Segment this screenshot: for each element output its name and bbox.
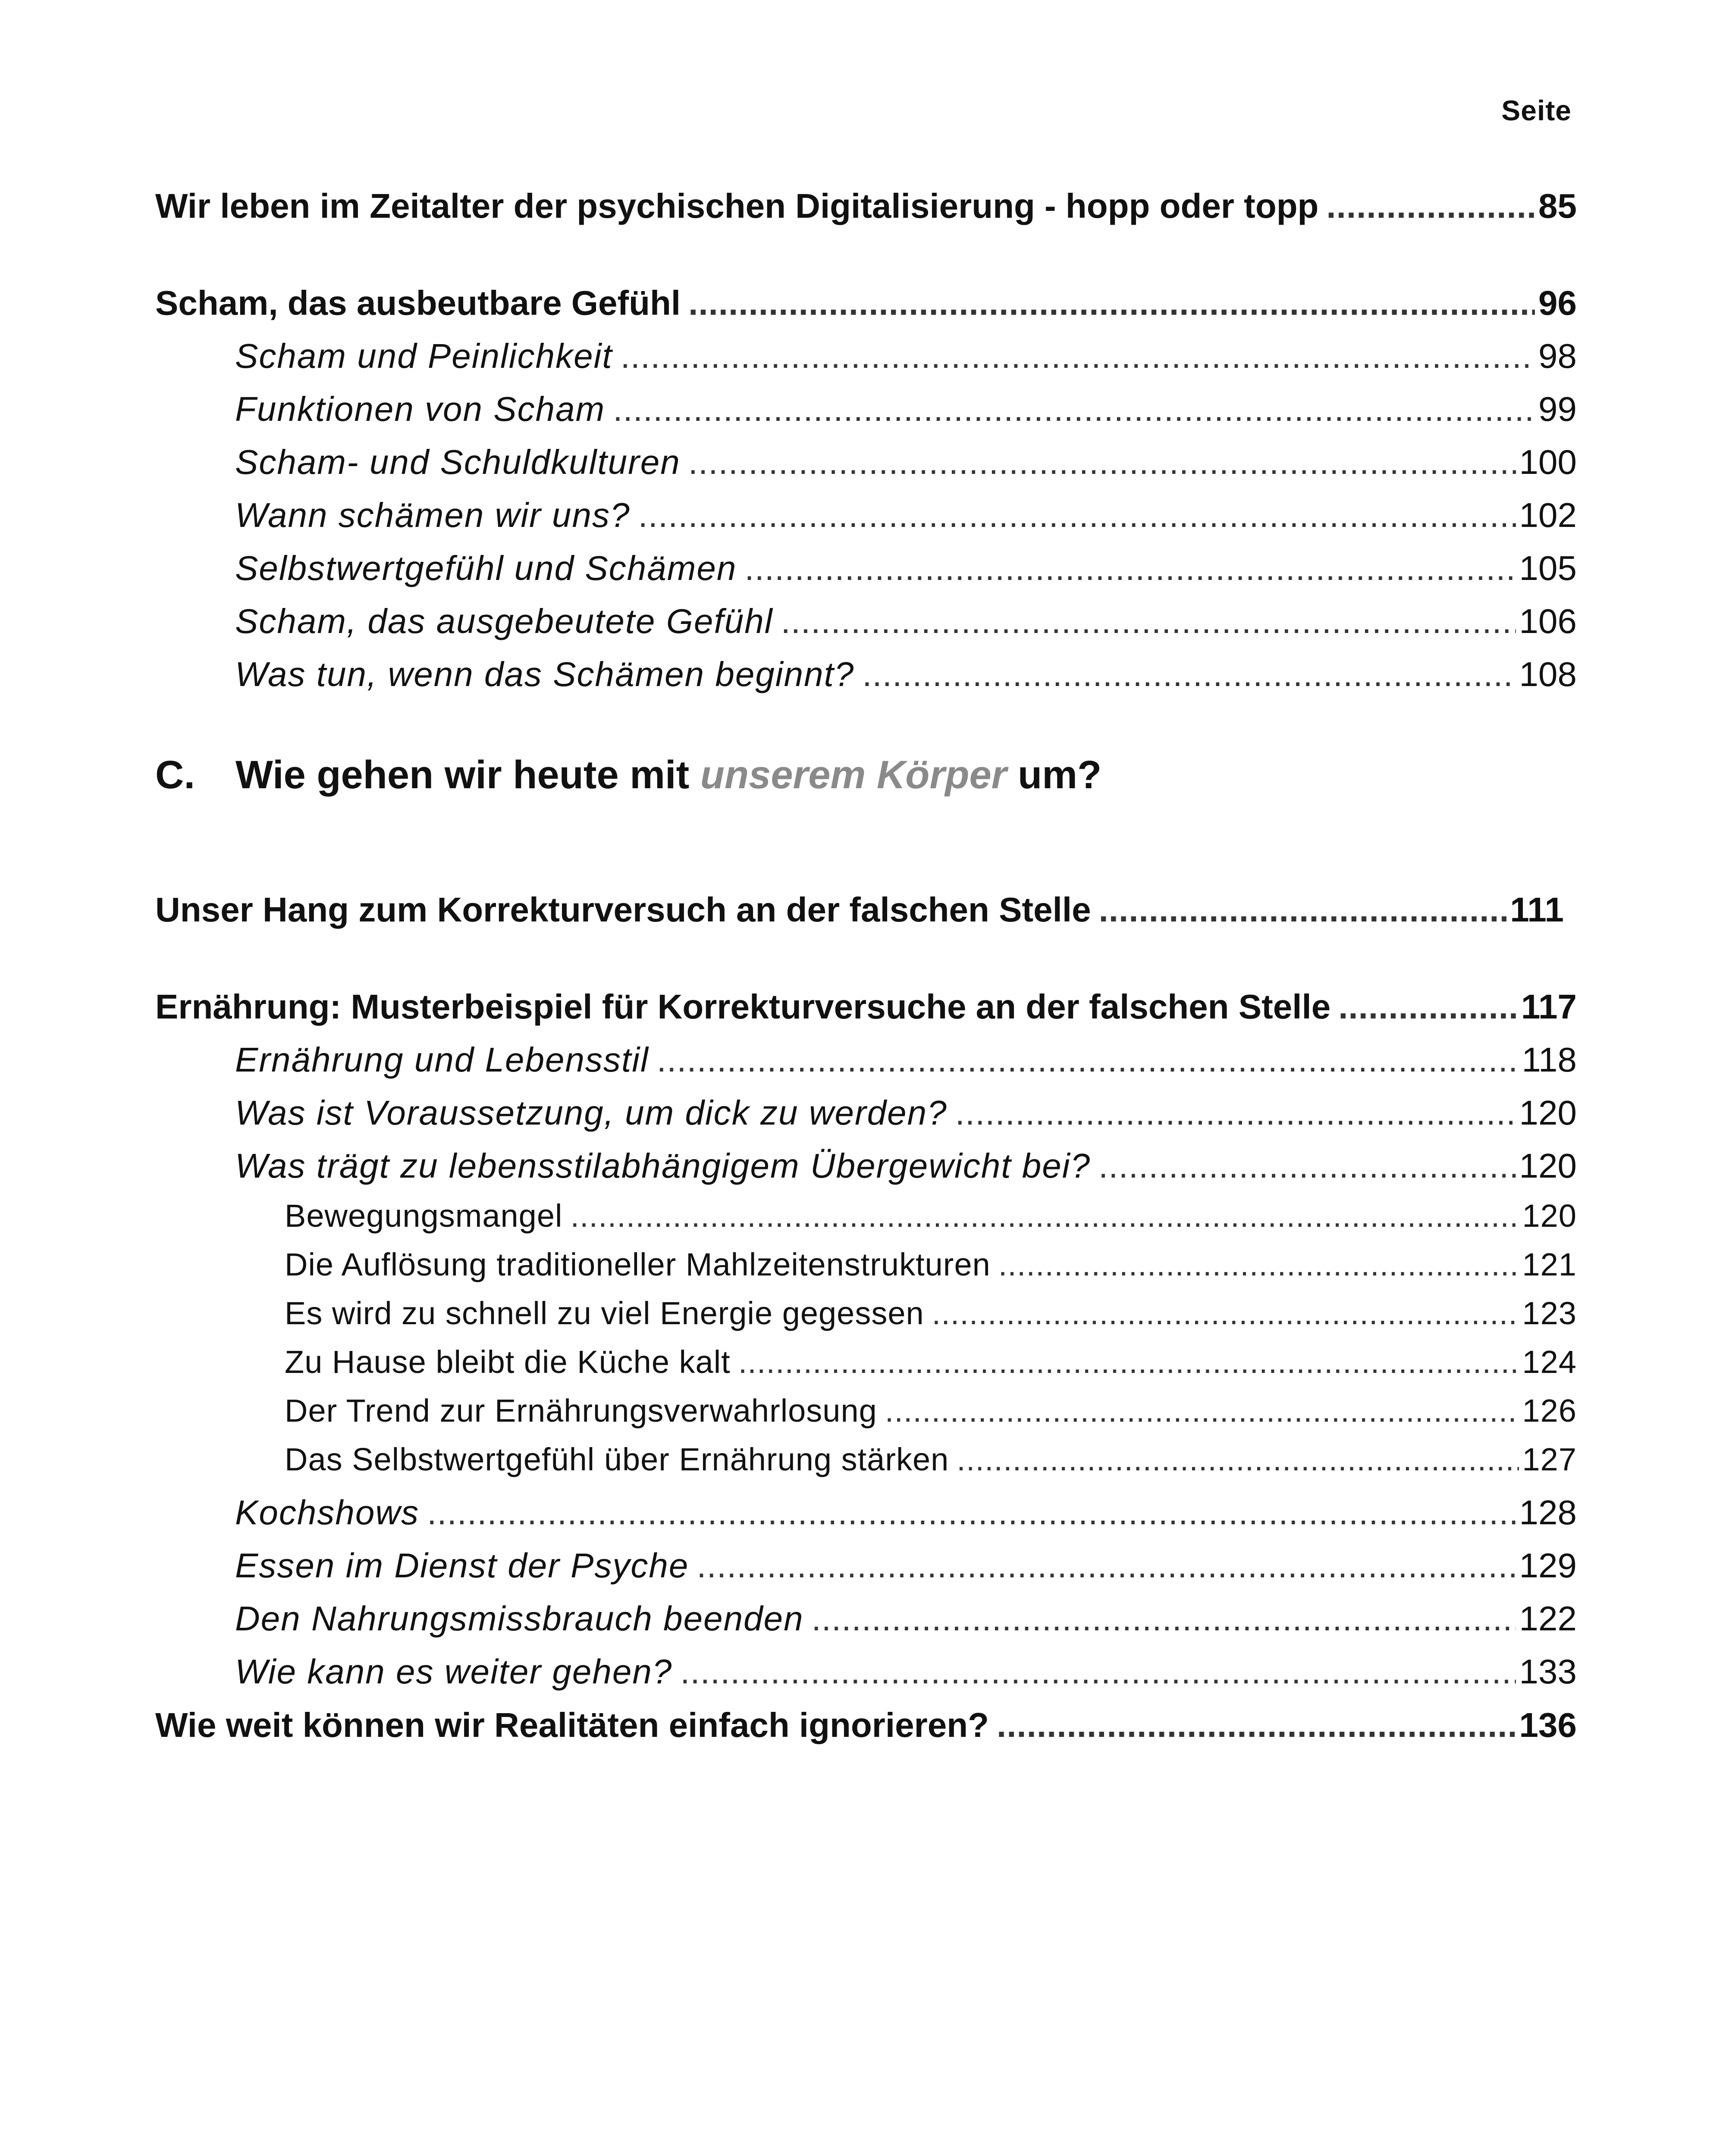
toc-entry-title: Was trägt zu lebensstilabhängigem Übergewicht bei? [235,1147,1091,1185]
dot-leader [621,336,1535,376]
dot-leader [638,495,1516,535]
dot-leader [781,602,1516,641]
toc-entry-page: 102 [1519,496,1577,534]
toc-entry-page: 120 [1522,1198,1577,1234]
toc-entry-title: Essen im Dienst der Psyche [235,1546,689,1585]
dot-leader [744,548,1516,588]
dot-leader [613,389,1535,429]
toc-entry-title: Zu Hause bleibt die Küche kalt [285,1344,731,1380]
toc-entry-page: 105 [1519,549,1577,587]
section-heading [155,752,1101,798]
dot-leader [688,283,1535,323]
toc-entry-page: 124 [1522,1344,1577,1380]
toc-entry-page: 127 [1522,1442,1577,1477]
dot-leader [738,1344,1519,1380]
dot-leader [1099,890,1507,930]
toc-entry-title: Was tun, wenn das Schämen beginnt? [235,655,855,693]
toc-entry-title: Das Selbstwertgefühl über Ernährung stärken [285,1442,949,1477]
toc-entry-page: 120 [1519,1147,1577,1185]
toc-entry[interactable] [235,495,1577,535]
toc-entry-page: 111 [1510,890,1564,929]
toc-entry-page: 100 [1519,443,1577,481]
toc-entry[interactable] [155,283,1577,323]
toc-entry[interactable] [235,548,1577,588]
dot-leader [1338,987,1518,1027]
toc-entry[interactable] [235,1546,1577,1586]
dot-leader [697,1546,1516,1586]
toc-entry[interactable] [285,1295,1577,1332]
toc-entry-title: Scham, das ausbeutbare Gefühl [155,284,681,322]
toc-entry-title: Den Nahrungsmissbrauch beenden [235,1599,804,1638]
toc-entry-title: Scham, das ausgebeutete Gefühl [235,602,773,640]
toc-entry-page: 121 [1522,1247,1577,1282]
dot-leader [680,1652,1516,1692]
dot-leader [932,1295,1519,1332]
toc-entry-page: 108 [1519,655,1577,693]
section-title-start: Wie gehen wir heute mit [235,753,690,797]
toc-entry-page: 133 [1519,1652,1577,1691]
toc-entry[interactable] [235,1093,1577,1133]
toc-entry[interactable] [285,1344,1577,1380]
page-column-header: Seite [1501,94,1572,126]
toc-entry-title: Scham und Peinlichkeit [235,337,613,375]
toc-entry-title: Es wird zu schnell zu viel Energie gegessen [285,1295,924,1331]
toc-entry[interactable] [235,655,1577,694]
toc-entry-title: Der Trend zur Ernährungsverwahrlosung [285,1393,877,1429]
toc-entry[interactable] [155,186,1577,226]
dot-leader [570,1197,1519,1234]
toc-entry-page: 98 [1538,337,1577,375]
toc-entry-page: 118 [1522,1040,1577,1079]
toc-entry-title: Selbstwertgefühl und Schämen [235,549,737,587]
toc-entry-title: Kochshows [235,1493,420,1532]
toc-entry[interactable] [155,1705,1577,1745]
toc-entry-title: Wann schämen wir uns? [235,496,631,534]
toc-entry-page: 129 [1519,1546,1577,1585]
toc-entry-title: Wir leben im Zeitalter der psychischen Digitalisierung - hopp oder topp [155,187,1319,225]
toc-entry[interactable] [285,1246,1577,1283]
toc-entry[interactable] [235,1040,1577,1080]
toc-entry[interactable] [155,890,1564,930]
section-letter: C. [155,753,195,797]
toc-entry-page: 128 [1519,1493,1577,1532]
dot-leader [997,1705,1516,1745]
toc-entry-page: 99 [1538,390,1577,428]
toc-entry[interactable] [285,1392,1577,1429]
toc-entry[interactable] [235,1599,1577,1639]
section-title-end: um? [1018,753,1102,797]
toc-entry-title: Scham- und Schuldkulturen [235,443,681,481]
dot-leader [885,1392,1519,1429]
dot-leader [812,1599,1516,1639]
toc-entry-title: Funktionen von Scham [235,390,606,428]
toc-entry[interactable] [235,442,1577,482]
dot-leader [957,1441,1519,1478]
toc-entry[interactable] [235,1652,1577,1692]
toc-entry-page: 123 [1522,1295,1577,1331]
toc-entry-title: Ernährung und Lebensstil [235,1040,649,1079]
toc-entry-title: Wie kann es weiter gehen? [235,1652,673,1691]
toc-entry[interactable] [235,389,1577,429]
dot-leader [862,655,1516,694]
dot-leader [1098,1146,1516,1186]
toc-entry-title: Die Auflösung traditioneller Mahlzeitenstrukturen [285,1247,991,1282]
toc-entry[interactable] [235,336,1577,376]
toc-entry[interactable] [235,602,1577,641]
toc-entry[interactable] [285,1441,1577,1478]
dot-leader [688,442,1516,482]
toc-entry-page: 85 [1538,187,1577,225]
toc-entry[interactable] [285,1197,1577,1234]
toc-entry-title: Unser Hang zum Korrekturversuch an der falschen Stelle [155,890,1091,929]
toc-entry-title: Wie weit können wir Realitäten einfach ignorieren? [155,1706,989,1744]
toc-entry-page: 117 [1521,987,1577,1026]
dot-leader [955,1093,1516,1133]
toc-entry[interactable] [235,1493,1577,1532]
toc-entry-title: Bewegungsmangel [285,1198,563,1234]
toc-entry-page: 106 [1519,602,1577,640]
toc-entry-page: 126 [1522,1393,1577,1429]
dot-leader [657,1040,1519,1080]
toc-entry-page: 96 [1538,284,1577,322]
toc-entry-page: 120 [1519,1094,1577,1132]
toc-entry-title: Was ist Voraussetzung, um dick zu werden? [235,1094,948,1132]
section-title-highlight: unserem Körper [700,753,1007,797]
dot-leader [1326,186,1535,226]
toc-entry-title: Ernährung: Musterbeispiel für Korrekturversuche an der falschen Stelle [155,987,1331,1026]
toc-entry-page: 122 [1519,1599,1577,1638]
toc-entry-page: 136 [1519,1706,1577,1744]
dot-leader [427,1493,1516,1532]
toc-entry[interactable] [235,1146,1577,1186]
toc-entry[interactable] [155,987,1577,1027]
dot-leader [998,1246,1519,1283]
